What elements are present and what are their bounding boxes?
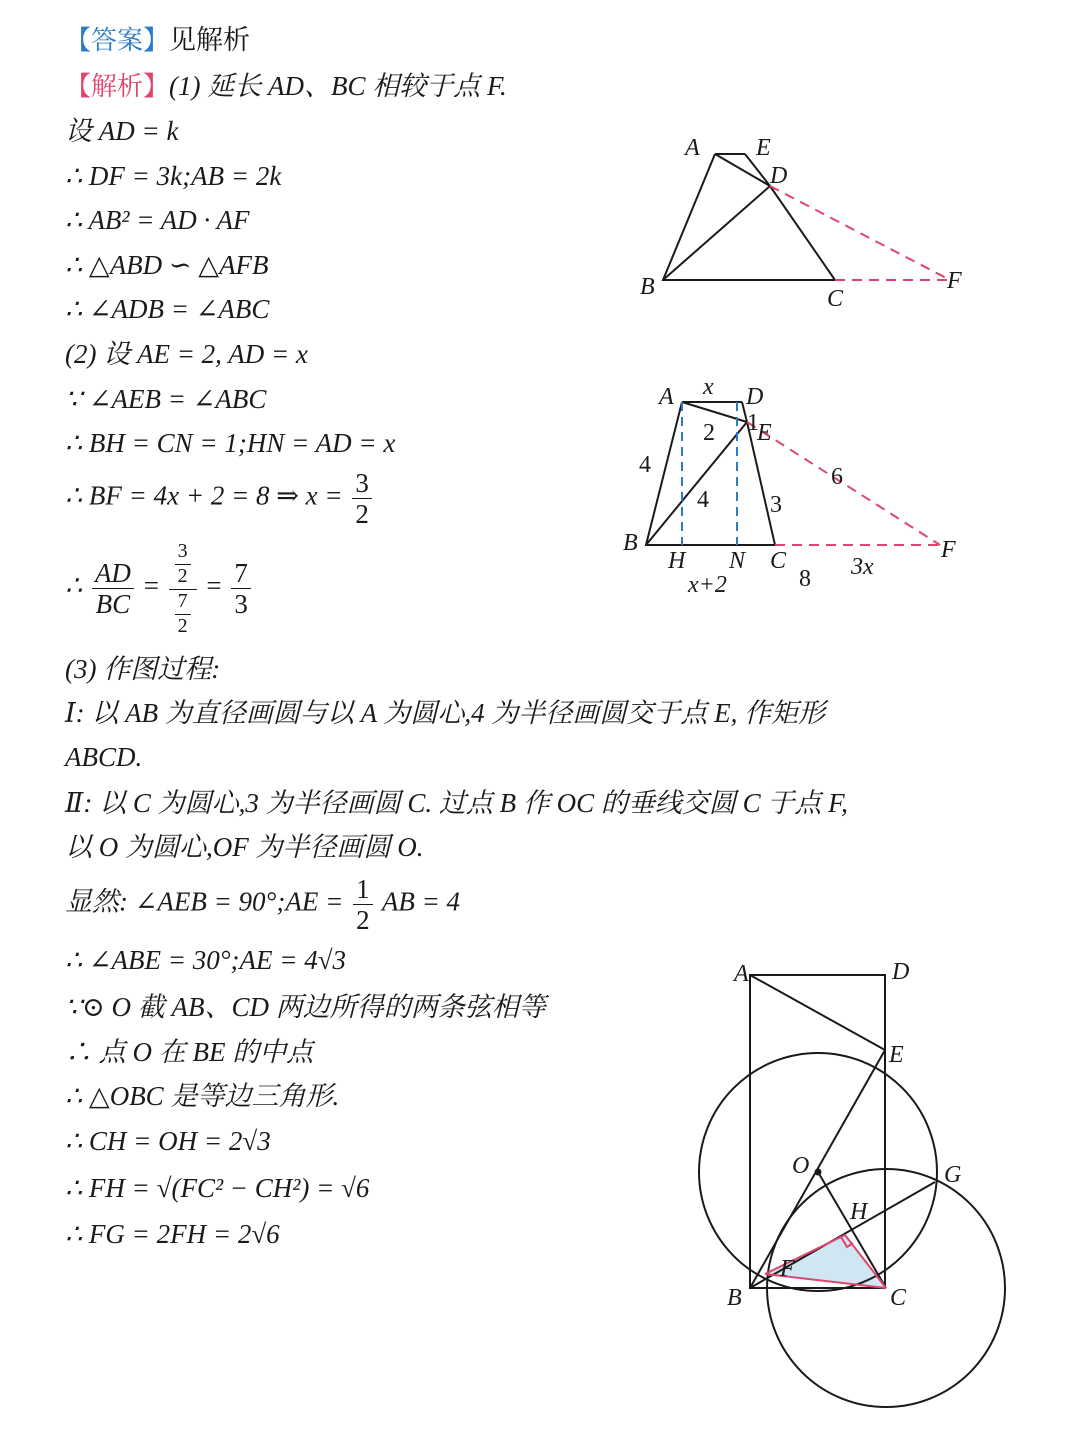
fraction-three-halves	[352, 468, 372, 529]
label-h: H	[850, 1199, 868, 1225]
part3-line7: ∴ ∠ABE = 30°;AE = 4√3	[65, 945, 347, 975]
label-e: E	[756, 135, 771, 161]
part3-line4: Ⅱ: 以 C 为圆心,3 为半径画圆 C. 过点 B 作 OC 的垂线交圆 C 于点 F,	[65, 788, 848, 818]
answer-line	[65, 24, 250, 58]
label-4-mid: 4	[697, 487, 709, 513]
part3-line3: ABCD.	[65, 742, 143, 772]
part3-line6-prefix: 显然: ∠AEB = 90°;AE =	[65, 886, 344, 917]
part3-line11: ∴ CH = OH = 2√3	[65, 1126, 271, 1156]
part1-line3: ∴ AB² = AD · AF	[65, 205, 250, 235]
fraction-numerator: 3	[352, 468, 372, 499]
part3-line12: ∴ FH = √(FC² − CH²) = √6	[65, 1173, 370, 1203]
label-x-top: x	[703, 374, 714, 400]
label-a: A	[659, 384, 674, 410]
part3-line1: (3) 作图过程:	[65, 654, 221, 684]
label-o: O	[792, 1153, 810, 1179]
label-3: 3	[770, 492, 782, 518]
fraction-numerator: 7	[231, 558, 251, 589]
label-a: A	[685, 135, 700, 161]
label-e: E	[889, 1042, 904, 1068]
label-x-plus-2: x+2	[688, 572, 727, 598]
fraction-seven-thirds	[231, 558, 251, 619]
dashed-df	[770, 186, 950, 280]
fraction-denominator: 2	[355, 499, 369, 529]
label-g: G	[944, 1162, 962, 1188]
fraction-seven-halves-small: $\frac{7}{2}$	[175, 590, 191, 637]
part2-line1: (2) 设 AE = 2, AD = x	[65, 339, 308, 369]
label-6: 6	[831, 464, 843, 490]
part3-line8: ∵⊙ O 截 AB、CD 两边所得的两条弦相等	[65, 992, 546, 1022]
label-b: B	[640, 274, 655, 300]
segment-bd	[663, 186, 770, 280]
fraction-three-halves-small: $\frac{3}{2}$	[175, 540, 191, 587]
part1-line5: ∴ ∠ADB = ∠ABC	[65, 294, 270, 324]
fraction-denominator: 3	[234, 589, 248, 619]
label-c: C	[827, 286, 844, 312]
analysis-tag: 【解析】	[65, 72, 170, 102]
label-c: C	[770, 548, 787, 574]
fraction-ad-bc	[92, 558, 134, 619]
part2-line4-lhs: ∴ BF = 4x + 2 = 8 ⇒ x =	[65, 480, 343, 511]
part2-line5: ∴ $\frac{AD}{BC}$ = $\frac{\frac{3}{2}}{\frac{7}{2}}$ = $\frac{7}{3}$	[65, 540, 254, 637]
label-3x: 3x	[851, 554, 874, 580]
part1-line1: 设 AD = k	[65, 116, 179, 146]
center-point-o	[815, 1169, 822, 1176]
label-2: 2	[703, 420, 715, 446]
part2-line3: ∴ BH = CN = 1;HN = AD = x	[65, 428, 396, 458]
figure-trapezoid-1	[620, 130, 980, 320]
part2-line2: ∵ ∠AEB = ∠ABC	[65, 384, 267, 414]
label-1: 1	[747, 410, 759, 436]
part3-line13: ∴ FG = 2FH = 2√6	[65, 1219, 280, 1249]
label-b: B	[623, 530, 638, 556]
label-h: H	[668, 548, 686, 574]
part2-line4	[65, 468, 375, 529]
fraction-one-half	[353, 874, 373, 935]
label-d: D	[892, 959, 910, 985]
label-b: B	[727, 1285, 742, 1311]
analysis-line	[65, 69, 507, 104]
fraction-numerator: AD	[92, 558, 134, 589]
therefore-symbol: ∴	[65, 570, 83, 601]
label-f: F	[941, 537, 956, 563]
dashed-ef	[747, 422, 940, 545]
part1-intro: (1) 延长 AD、BC 相较于点 F.	[169, 71, 507, 101]
part3-line9: ∴ 点 O 在 BE 的中点	[65, 1037, 314, 1067]
rectangle-abcd	[750, 975, 885, 1288]
compound-fraction	[169, 540, 197, 637]
fraction-denominator: BC	[95, 589, 131, 619]
answer-tag: 【答案】	[65, 26, 170, 56]
label-d: D	[770, 163, 788, 189]
label-4-left: 4	[639, 452, 651, 478]
label-d: D	[746, 384, 764, 410]
label-n: N	[729, 548, 746, 574]
label-f: F	[780, 1256, 795, 1282]
label-8: 8	[799, 566, 811, 592]
part3-line10: ∴ △OBC 是等边三角形.	[65, 1081, 340, 1111]
fraction-denominator: 2	[356, 905, 370, 935]
part1-line4: ∴ △ABD ∽ △AFB	[65, 250, 269, 280]
part3-line6	[65, 874, 460, 935]
part3-line6-suffix: AB = 4	[381, 886, 461, 917]
part3-line2: Ⅰ: 以 AB 为直径画圆与以 A 为圆心,4 为半径画圆交于点 E, 作矩形	[65, 698, 826, 728]
part1-line2: ∴ DF = 3k;AB = 2k	[65, 161, 282, 191]
label-a: A	[734, 961, 749, 987]
part3-line5: 以 O 为圆心,OF 为半径画圆 O.	[65, 832, 424, 862]
label-c: C	[890, 1285, 907, 1311]
figure-rectangle-circles	[690, 955, 1010, 1425]
label-f: F	[947, 268, 962, 294]
label-e: E	[757, 420, 772, 446]
answer-text: 见解析	[169, 25, 251, 56]
segment-ae	[750, 975, 885, 1050]
fraction-numerator: 1	[353, 874, 373, 905]
figure-trapezoid-2	[615, 372, 975, 607]
